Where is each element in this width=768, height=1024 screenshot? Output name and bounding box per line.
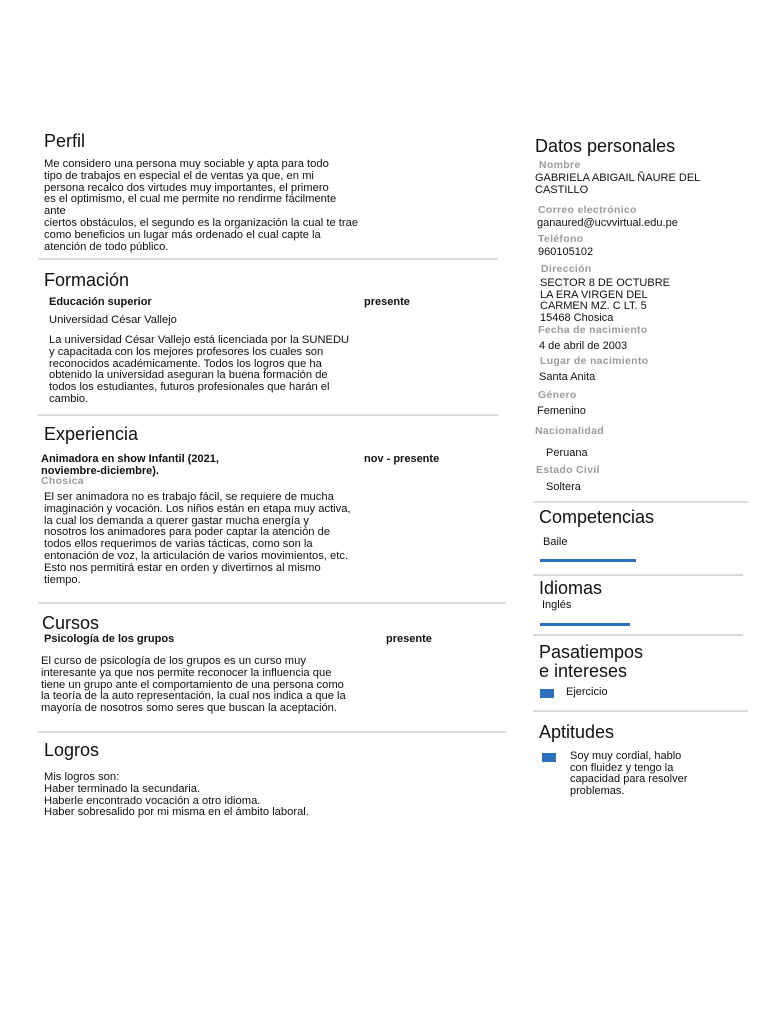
direccion-label: Dirección	[541, 263, 592, 275]
logros-heading: Logros	[44, 740, 100, 760]
civil-label: Estado Civil	[536, 464, 600, 476]
lugar-label: Lugar de nacimiento	[540, 355, 649, 367]
formacion-institution: Universidad César Vallejo	[49, 314, 177, 326]
correo-label: Correo electrónico	[538, 204, 637, 216]
formacion-degree: Educación superior	[49, 296, 152, 308]
divider	[533, 634, 743, 636]
perfil-text: Me considero una persona muy sociable y apta para todo tipo de trabajos en especial el de ventas ya que, en mi persona recalco dos virtudes muy importantes, el primero es el optimismo, el cual me permite no rendirme fácilmente ante ciertos obstáculos, el segundo es la organización la cual te trae como beneficios un lugar más ordenado el cual capte la atención de todo público.	[44, 158, 359, 253]
cursos-period: presente	[386, 633, 432, 645]
bullet-square-icon	[540, 689, 554, 698]
experiencia-heading: Experiencia	[44, 424, 139, 444]
aptitudes-heading: Aptitudes	[539, 722, 615, 742]
cursos-course: Psicología de los grupos	[44, 633, 175, 645]
idiomas-level-bar	[540, 623, 630, 626]
datos-heading: Datos personales	[535, 136, 676, 156]
cursos-heading: Cursos	[42, 613, 100, 633]
cursos-description: El curso de psicología de los grupos es un curso muy interesante ya que nos permite reconocer la influencia que tiene un grupo ante el comportamiento de una persona como la teoría de la auto representación, la cual nos indica a que la mayoría de nosotros somo seres que buscan la aceptación.	[41, 655, 346, 715]
divider	[533, 574, 743, 576]
nacionalidad-label: Nacionalidad	[535, 425, 604, 437]
aptitudes-item: Soy muy cordial, hablo con fluidez y tengo la capacidad para resolver problemas.	[570, 750, 688, 797]
nombre-value: GABRIELA ABIGAIL ÑAURE DEL CASTILLO	[535, 172, 701, 196]
experiencia-job: Animadora en show Infantil (2021, noviembre-diciembre).	[41, 453, 219, 477]
divider	[38, 414, 498, 416]
perfil-heading: Perfil	[44, 131, 86, 151]
lugar-value: Santa Anita	[539, 371, 596, 383]
divider	[38, 731, 506, 733]
competencias-heading: Competencias	[539, 507, 655, 527]
formacion-heading: Formación	[44, 270, 130, 290]
nacimiento-value: 4 de abril de 2003	[539, 340, 628, 352]
pasatiempos-item: Ejercicio	[566, 686, 608, 698]
experiencia-description: El ser animadora no es trabajo fácil, se requiere de mucha imaginación y vocación. Los niños están en etapa muy activa, la cual los demanda a querer gastar mucha energía y nosotros los animadores para poder captar la atención de todos ellos requerimos de varias tácticas, como son la entonación de voz, la articulación de varios movimientos, etc. Esto nos permitirá estar en orden y divertirnos al mismo tiempo.	[44, 491, 351, 586]
formacion-description: La universidad César Vallejo está licenciada por la SUNEDU y capacitada con los mejores profesores los cuales son reconocidos académicamente. Todos los logros que ha obtenido la universidad aseguran la buena formación de todos los estudiantes, futuros profesionales que harán el cambio.	[49, 334, 350, 405]
nacionalidad-value: Peruana	[546, 447, 588, 459]
divider	[533, 710, 748, 712]
nombre-label: Nombre	[539, 159, 581, 171]
competencias-item: Baile	[543, 536, 568, 548]
divider	[38, 602, 506, 604]
genero-label: Género	[538, 389, 577, 401]
correo-value: ganaured@ucvvirtual.edu.pe	[537, 217, 678, 229]
bullet-square-icon	[542, 753, 556, 762]
nacimiento-label: Fecha de nacimiento	[538, 324, 648, 336]
genero-value: Femenino	[537, 405, 586, 417]
divider	[38, 258, 498, 260]
direccion-value: SECTOR 8 DE OCTUBRE LA ERA VIRGEN DEL CARMEN MZ. C LT. 5 15468 Chosica	[540, 277, 670, 324]
civil-value: Soltera	[546, 481, 581, 493]
telefono-value: 960105102	[538, 246, 594, 258]
divider	[533, 501, 748, 503]
idiomas-heading: Idiomas	[539, 578, 603, 598]
competencias-level-bar	[540, 559, 636, 562]
pasatiempos-heading-2: e intereses	[539, 661, 628, 681]
pasatiempos-heading-1: Pasatiempos	[539, 642, 644, 662]
formacion-period: presente	[364, 296, 410, 308]
logros-text: Mis logros son: Haber terminado la secundaria. Haberle encontrado vocación a otro idioma. Haber sobresalido por mi misma en el ámbito laboral.	[44, 771, 309, 819]
experiencia-period: nov - presente	[364, 453, 440, 465]
telefono-label: Teléfono	[538, 233, 584, 245]
idiomas-item: Inglés	[542, 599, 572, 611]
experiencia-location: Chosica	[41, 475, 84, 487]
